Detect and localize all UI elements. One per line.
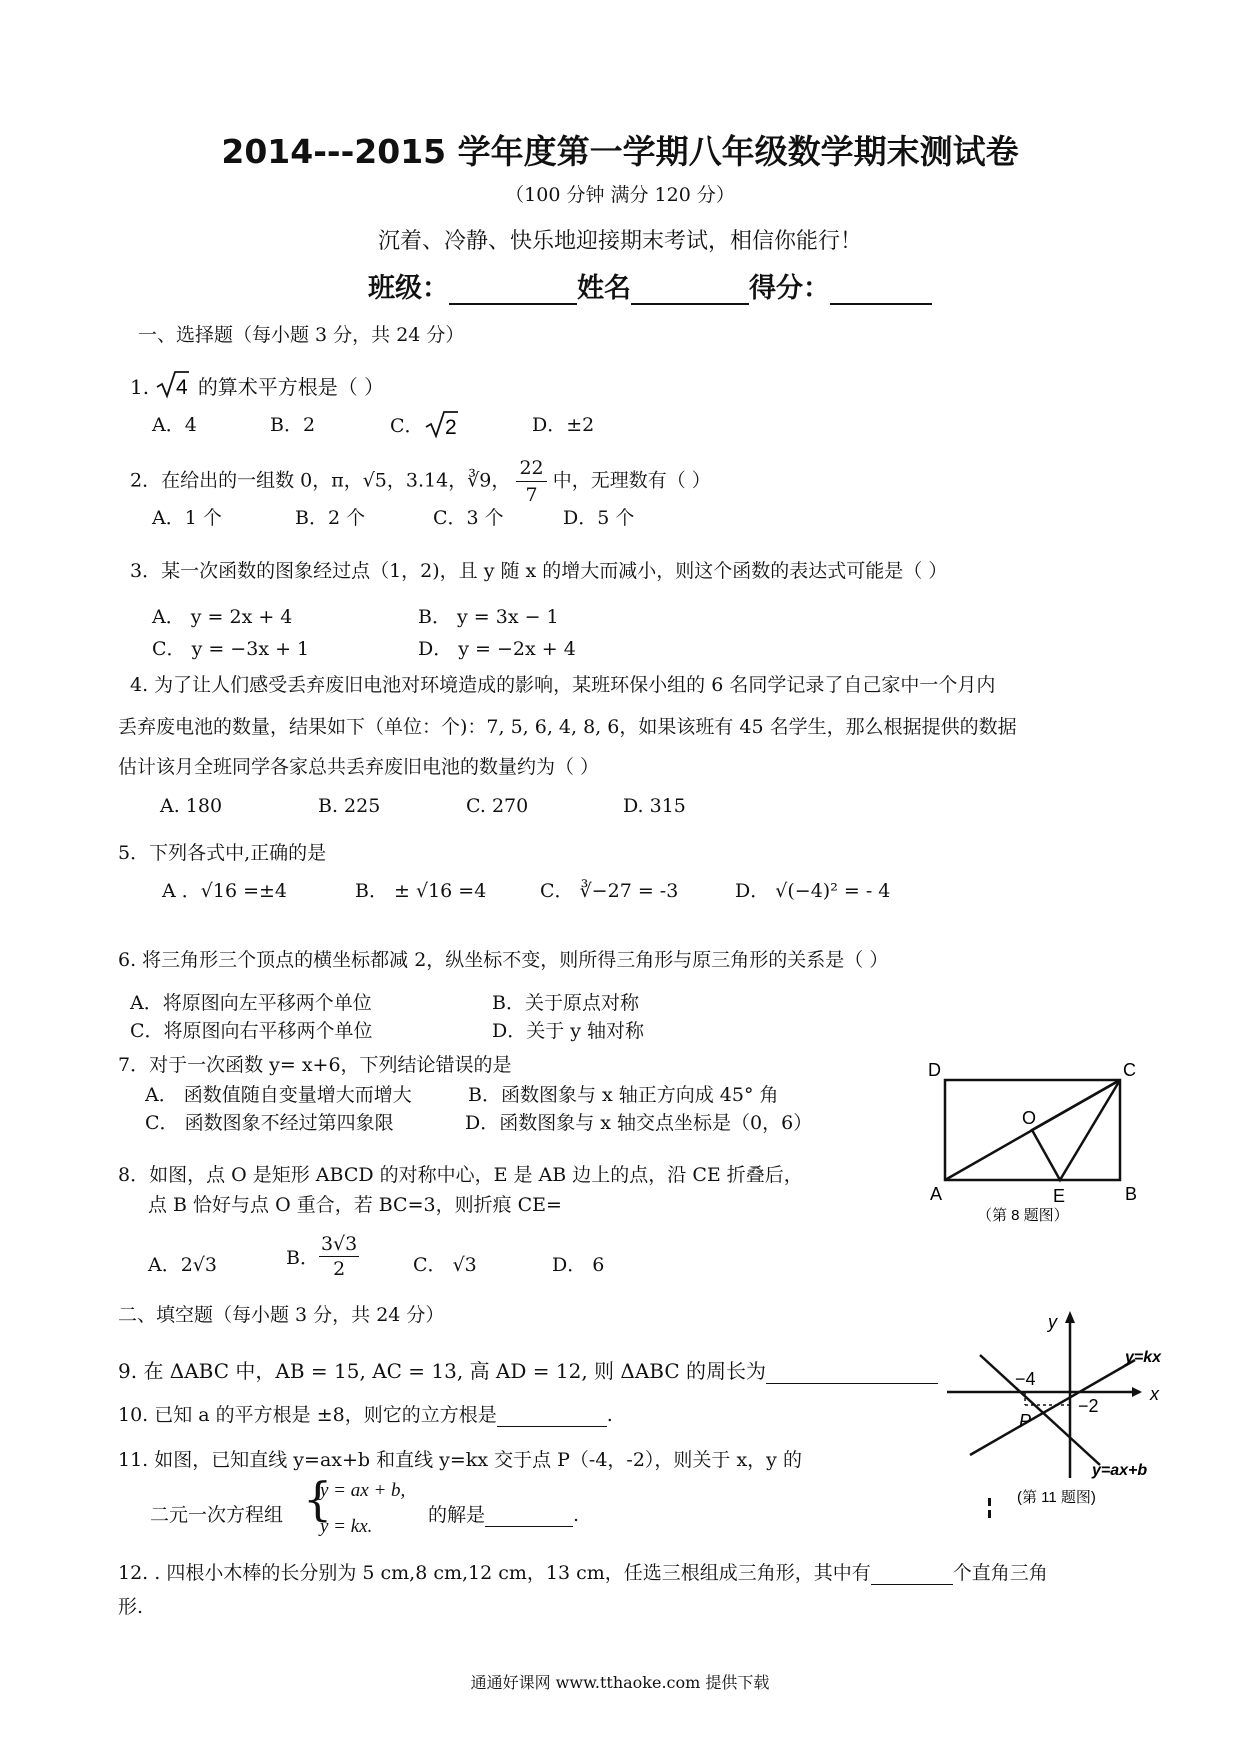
section-choice-title: 一、选择题（每小题 3 分，共 24 分） (138, 324, 465, 346)
q2-stem-post: 中，无理数有（ ） (552, 469, 711, 492)
q9-answer-blank[interactable] (766, 1361, 938, 1384)
q6-option-a: A．将原图向左平移两个单位 (130, 992, 372, 1014)
q4-option-d: D. 315 (623, 795, 686, 817)
fig11-ykx-label: y=kx (1125, 1349, 1162, 1366)
name-field[interactable] (631, 277, 749, 305)
sqrt2-expression (424, 410, 460, 440)
fig8-label-d: D (928, 1060, 941, 1080)
q8-option-a: A．2√3 (148, 1254, 218, 1276)
fig11-minus2-label: −2 (1078, 1396, 1099, 1416)
q2-stem: 2．在给出的一组数 0，π，√5，3.14，∛9， (130, 469, 511, 492)
q1-option-a: A．4 (152, 414, 197, 436)
q3-option-d: D． y = −2x + 4 (418, 638, 576, 660)
footer-text: 通通好课网 www.tthaoke.com 提供下载 (470, 1673, 770, 1692)
q3-option-a: A． y = 2x + 4 (152, 606, 293, 628)
q10-answer-blank[interactable] (497, 1404, 607, 1427)
fig11-x-label: x (1150, 1384, 1159, 1404)
exam-duration: （100 分钟 满分 120 分） (505, 184, 735, 206)
fig11-p-label: P (1019, 1411, 1032, 1431)
q1-option-c: C． 2 (390, 410, 460, 440)
q1-option-d: D．±2 (532, 414, 595, 436)
fig8-label-a: A (930, 1184, 943, 1204)
fig11-caption: (第 11 题图) (1017, 1489, 1096, 1506)
q4-option-c: C. 270 (466, 795, 529, 817)
svg-text:4: 4 (176, 376, 189, 399)
fig8-label-e: E (1053, 1186, 1066, 1206)
q8-option-b: B． $\frac{3√3}{2}$ (286, 1233, 358, 1280)
question-11-line-2: 的解是 . (428, 1504, 580, 1526)
q8-option-c: C． √3 (413, 1254, 477, 1276)
q7-option-b: B．函数图象与 x 轴正方向成 45° 角 (468, 1084, 779, 1106)
fig8-label-o: O (1022, 1108, 1037, 1128)
q5-option-c: C． ∛−27 = -3 (540, 880, 679, 902)
question-6: 6. 将三角形三个顶点的横坐标都减 2，纵坐标不变，则所得三角形与原三角形的关系是（ ） (118, 949, 889, 971)
q5-option-d: D． √(−4)² = - 4 (735, 880, 891, 902)
section-fill-title: 二、填空题（每小题 3 分，共 24 分） (118, 1304, 445, 1326)
q6-option-b: B．关于原点对称 (492, 992, 639, 1014)
margin-mark (988, 1498, 991, 1506)
q11-system-prefix: 二元一次方程组 (150, 1504, 284, 1526)
motto: 沉着、冷静、快乐地迎接期末考试，相信你能行！ (377, 229, 862, 254)
q7-option-d: D．函数图象与 x 轴交点坐标是（0，6） (465, 1112, 813, 1134)
q11-equation-1: y = ax + b, (320, 1480, 406, 1501)
q1-option-b: B．2 (270, 414, 316, 436)
question-10: 10. 已知 a 的平方根是 ±8，则它的立方根是 . (118, 1404, 613, 1426)
q5-option-a: A ．√16 =±4 (162, 880, 288, 902)
fig8-caption: （第 8 题图） (977, 1207, 1069, 1224)
question-9: 9. 在 ΔABC 中，AB = 15, AC = 13, 高 AD = 12, 则 ΔABC 的周长为 (118, 1355, 938, 1384)
margin-mark (988, 1510, 991, 1518)
q12-answer-blank[interactable] (871, 1562, 953, 1585)
question-12-line-2: 形. (118, 1596, 144, 1618)
question-3: 3．某一次函数的图象经过点（1，2)，且 y 随 x 的增大而减小，则这个函数的表达式可能是（ ） (130, 560, 948, 582)
question-12-line-1: 12. . 四根小木棒的长分别为 5 cm,8 cm,12 cm，13 cm，任选三根组成三角形，其中有 个直角三角 (118, 1562, 1048, 1584)
question-4-line-3: 估计该月全班同学各家总共丢弃废旧电池的数量约为（ ） (118, 756, 600, 778)
fig8-label-b: B (1125, 1184, 1138, 1204)
q1-stem: 的算术平方根是（ ） (197, 375, 385, 399)
q2-option-c: C．3 个 (433, 507, 504, 529)
question-5: 5．下列各式中,正确的是 (118, 842, 327, 864)
q7-option-a: A． 函数值随自变量增大而增大 (145, 1084, 412, 1106)
student-info-line (368, 266, 932, 305)
q8-option-d: D． 6 (552, 1254, 605, 1276)
q7-option-c: C． 函数图象不经过第四象限 (145, 1112, 394, 1134)
page-title: 2014---2015 学年度第一学期八年级数学期末测试卷 (221, 132, 1019, 171)
q6-option-d: D．关于 y 轴对称 (492, 1020, 645, 1042)
q4-option-a: A. 180 (160, 795, 223, 817)
q11-equation-2: y = kx. (320, 1516, 373, 1537)
fig11-minus4-label: −4 (1015, 1369, 1036, 1389)
q3-option-b: B． y = 3x − 1 (418, 606, 559, 628)
q2-option-b: B．2 个 (295, 507, 366, 529)
question-4-line-1: 4. 为了让人们感受丢弃废旧电池对环境造成的影响，某班环保小组的 6 名同学记录了自己家中一个月内 (130, 674, 996, 696)
fig8-label-c: C (1123, 1060, 1136, 1080)
name-label: 姓名 (577, 273, 631, 304)
q11-answer-blank[interactable] (485, 1504, 573, 1527)
q5-option-b: B． ± √16 =4 (355, 880, 487, 902)
figure-11-graph (945, 1300, 1185, 1510)
q2-option-d: D．5 个 (563, 507, 635, 529)
q4-option-b: B. 225 (318, 795, 381, 817)
q2-option-a: A．1 个 (152, 507, 222, 529)
class-label: 班级： (368, 273, 449, 304)
q1-number: 1. (130, 375, 150, 399)
score-field[interactable] (830, 277, 932, 305)
question-11-line-1: 11. 如图，已知直线 y=ax+b 和直线 y=kx 交于点 P（-4，-2），则关于 x，y 的 (118, 1449, 802, 1471)
question-8-line-1: 8．如图，点 O 是矩形 ABCD 的对称中心，E 是 AB 边上的点，沿 CE 折叠后， (118, 1164, 803, 1186)
q11-brace: { (303, 1472, 333, 1526)
score-label: 得分： (749, 273, 830, 304)
figure-8-rectangle (925, 1060, 1150, 1230)
fraction-22-7: $\frac{22}{7}$ (516, 455, 546, 508)
class-field[interactable] (449, 277, 577, 305)
q3-option-c: C． y = −3x + 1 (152, 638, 310, 660)
question-1 (130, 370, 384, 400)
sqrt4-expression (155, 370, 191, 400)
q6-option-c: C．将原图向右平移两个单位 (130, 1020, 373, 1042)
question-7: 7．对于一次函数 y= x+6，下列结论错误的是 (118, 1054, 512, 1076)
question-4-line-2: 丢弃废电池的数量，结果如下（单位：个)：7, 5, 6, 4, 8, 6，如果该班有 45 名学生，那么根据提供的数据 (118, 716, 1017, 738)
question-2 (130, 455, 711, 508)
question-8-line-2: 点 B 恰好与点 O 重合，若 BC=3，则折痕 CE= (148, 1194, 562, 1216)
fig11-yaxb-label: y=ax+b (1092, 1462, 1148, 1479)
svg-text:2: 2 (444, 416, 457, 439)
fig11-y-label: y (1048, 1312, 1057, 1332)
